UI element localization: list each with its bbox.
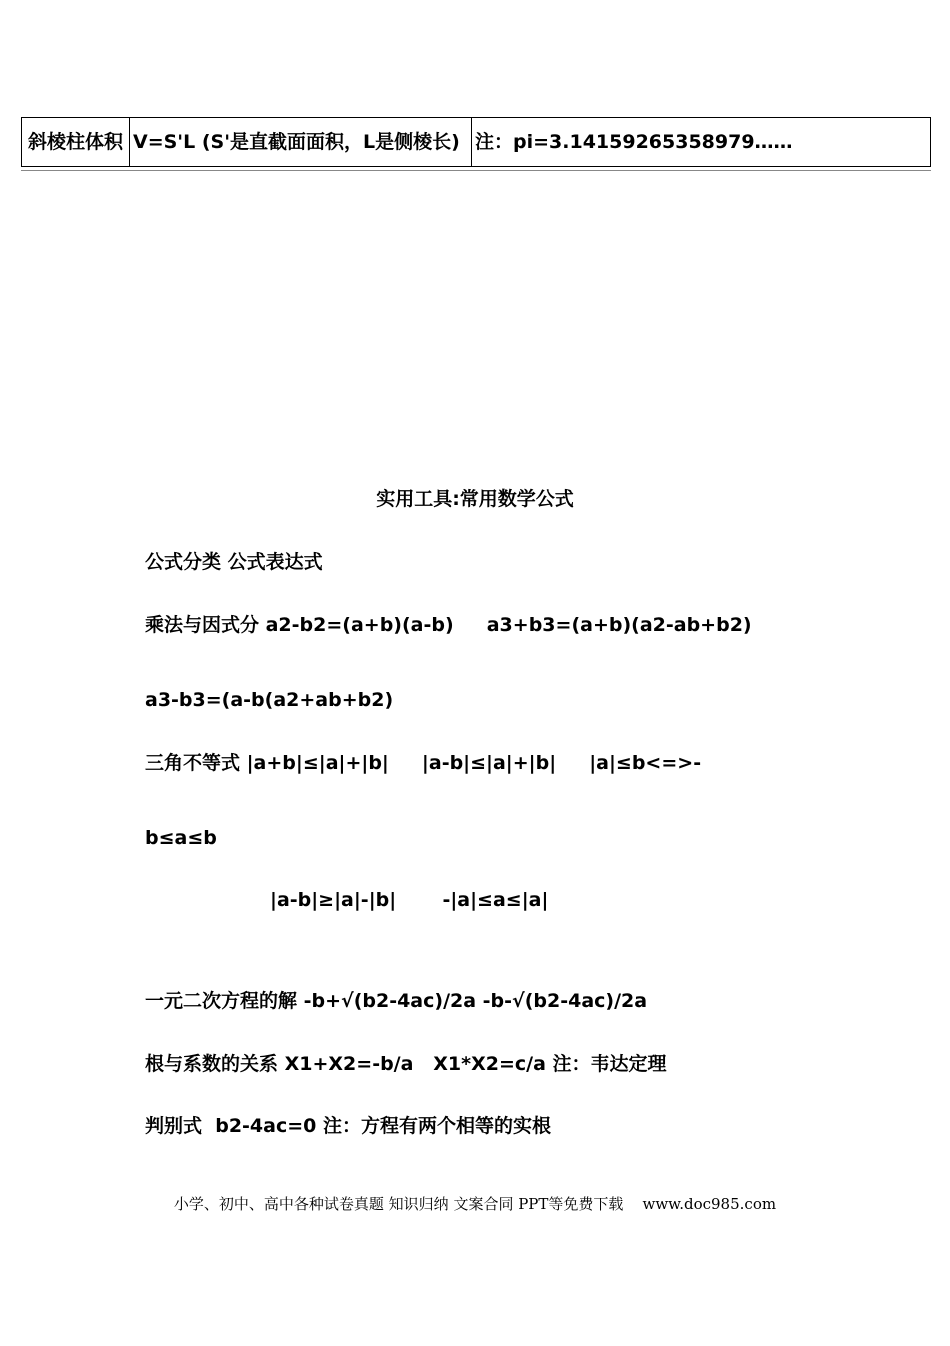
table-divider: [21, 170, 931, 171]
footer-text: 小学、初中、高中各种试卷真题 知识归纳 文案合同 PPT等免费下载 www.doc985.com: [173, 1195, 777, 1213]
factor-line-1: 乘法与因式分 a2-b2=(a+b)(a-b) a3+b3=(a+b)(a2-ab+b2): [145, 614, 752, 636]
table-row: [22, 118, 931, 167]
inequality-line-1: 三角不等式 |a+b|≤|a|+|b| |a-b|≤|a|+|b| |a|≤b<=>-: [145, 752, 702, 774]
formula-expression-cell: V=S'L (S'是直截面面积，L是侧棱长): [130, 118, 472, 167]
formula-note-cell: 注：pi=3.14159265358979……: [472, 118, 931, 167]
inequality-line-3: |a-b|≥|a|-|b| -|a|≤a≤|a|: [270, 889, 549, 911]
factor-line-2: a3-b3=(a-b(a2+ab+b2): [145, 689, 394, 711]
vieta-line: 根与系数的关系 X1+X2=-b/a X1*X2=c/a 注：韦达定理: [145, 1053, 667, 1075]
inequality-line-2: b≤a≤b: [145, 827, 217, 849]
page-title: 实用工具:常用数学公式: [376, 488, 574, 510]
quadratic-line: 一元二次方程的解 -b+√(b2-4ac)/2a -b-√(b2-4ac)/2a: [145, 990, 648, 1012]
formula-name-cell: 斜棱柱体积: [22, 118, 130, 167]
formula-table: [21, 117, 931, 167]
discriminant-line: 判别式 b2-4ac=0 注：方程有两个相等的实根: [145, 1115, 551, 1137]
header-line: 公式分类 公式表达式: [145, 551, 323, 573]
